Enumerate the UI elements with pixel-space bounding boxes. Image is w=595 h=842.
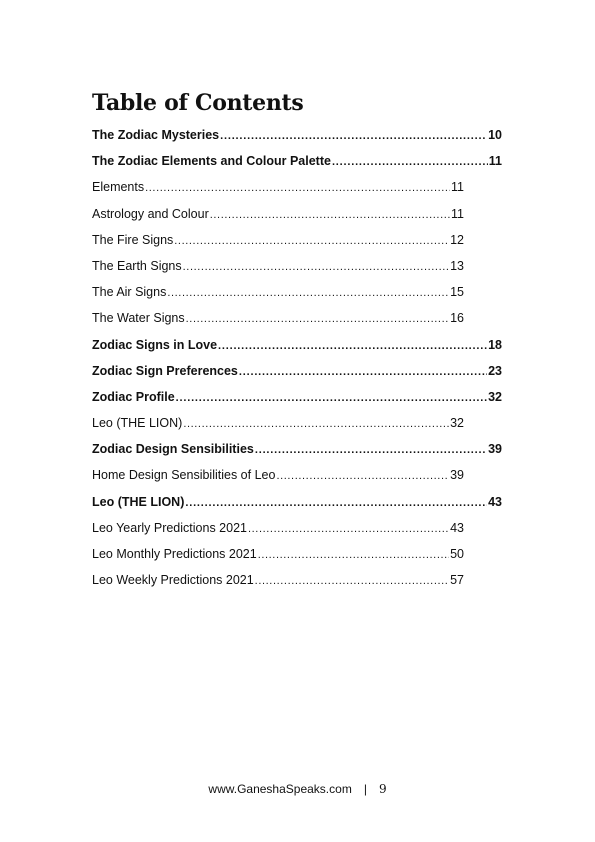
toc-entry-page: 11 — [451, 206, 464, 221]
toc-entry[interactable] — [92, 364, 502, 390]
dot-leader — [210, 209, 450, 221]
toc-entry-label: Leo Yearly Predictions 2021 — [92, 520, 247, 535]
toc-entry-label: The Zodiac Elements and Colour Palette — [92, 154, 331, 169]
toc-entry-page: 13 — [450, 258, 464, 273]
toc-entry-label: Elements — [92, 180, 145, 195]
toc-entry[interactable] — [92, 468, 464, 494]
footer-website[interactable]: www.GaneshaSpeaks.com — [208, 782, 352, 796]
toc-entry-page: 18 — [488, 337, 502, 352]
page-title: Table of Contents — [92, 90, 304, 116]
toc-entry-label: Zodiac Signs in Love — [92, 337, 218, 352]
toc-entry[interactable] — [92, 259, 464, 285]
toc-entry[interactable] — [92, 390, 502, 416]
dot-leader — [186, 313, 449, 325]
dot-leader — [183, 261, 449, 273]
toc-entry-label: Leo (THE LION) — [92, 494, 185, 509]
toc-entry-label: Zodiac Design Sensibilities — [92, 442, 254, 457]
page-footer — [0, 782, 595, 797]
dot-leader — [145, 182, 450, 194]
toc-entry-page: 11 — [488, 154, 502, 169]
toc-entry-label: Leo Weekly Predictions 2021 — [92, 573, 254, 588]
toc-entry[interactable] — [92, 573, 464, 599]
dot-leader — [218, 340, 487, 352]
toc-entry-page: 43 — [450, 520, 464, 535]
toc-entry-label: Zodiac Profile — [92, 389, 175, 404]
toc-entry[interactable] — [92, 180, 464, 206]
toc-entry-label: The Earth Signs — [92, 258, 182, 273]
dot-leader — [258, 549, 449, 561]
toc-entry[interactable] — [92, 495, 502, 521]
toc-entry-page: 15 — [450, 285, 464, 300]
toc-entry-page: 32 — [488, 389, 502, 404]
toc-entry-page: 32 — [450, 416, 464, 431]
toc-entry-page: 11 — [451, 180, 464, 195]
toc-entry[interactable] — [92, 154, 502, 180]
dot-leader — [176, 392, 487, 404]
dot-leader — [239, 366, 487, 378]
dot-leader — [220, 130, 487, 142]
toc-entry-label: Home Design Sensibilities of Leo — [92, 468, 276, 483]
toc-entry-label: Zodiac Sign Preferences — [92, 363, 238, 378]
dot-leader — [276, 470, 449, 482]
dot-leader — [167, 287, 449, 299]
toc-entry-label: The Air Signs — [92, 285, 167, 300]
toc-entry-page: 50 — [450, 547, 464, 561]
toc-entry-label: Leo (THE LION) — [92, 416, 183, 431]
toc-entry-page: 12 — [450, 232, 464, 247]
toc-entry[interactable] — [92, 207, 464, 233]
toc-entry[interactable] — [92, 442, 502, 468]
footer-separator: | — [363, 782, 367, 796]
toc-entry[interactable] — [92, 338, 502, 364]
toc-entry-label: The Zodiac Mysteries — [92, 128, 220, 142]
toc-entry-label: The Water Signs — [92, 311, 185, 326]
toc-entry[interactable] — [92, 547, 464, 573]
toc-entry-label: Astrology and Colour — [92, 206, 209, 221]
toc-entry[interactable] — [92, 128, 502, 154]
dot-leader — [174, 235, 449, 247]
toc-entry-page: 39 — [450, 468, 464, 483]
toc-entry-page: 10 — [488, 128, 502, 142]
toc-entry[interactable] — [92, 521, 464, 547]
dot-leader — [255, 575, 449, 587]
dot-leader — [185, 497, 487, 509]
toc-entry-label: The Fire Signs — [92, 232, 174, 247]
toc-entry-page: 57 — [450, 573, 464, 588]
toc-entry[interactable] — [92, 233, 464, 259]
toc-entry-page: 16 — [450, 311, 464, 326]
toc-entry[interactable] — [92, 416, 464, 442]
toc-entry[interactable] — [92, 311, 464, 337]
table-of-contents — [92, 128, 532, 599]
toc-entry-page: 43 — [488, 494, 502, 509]
dot-leader — [248, 523, 449, 535]
toc-entry-page: 23 — [488, 363, 502, 378]
toc-entry[interactable] — [92, 285, 464, 311]
toc-entry-page: 39 — [488, 442, 502, 457]
dot-leader — [332, 156, 488, 168]
page-number: 9 — [378, 782, 387, 796]
dot-leader — [255, 444, 487, 456]
toc-entry-label: Leo Monthly Predictions 2021 — [92, 547, 257, 561]
dot-leader — [183, 418, 449, 430]
